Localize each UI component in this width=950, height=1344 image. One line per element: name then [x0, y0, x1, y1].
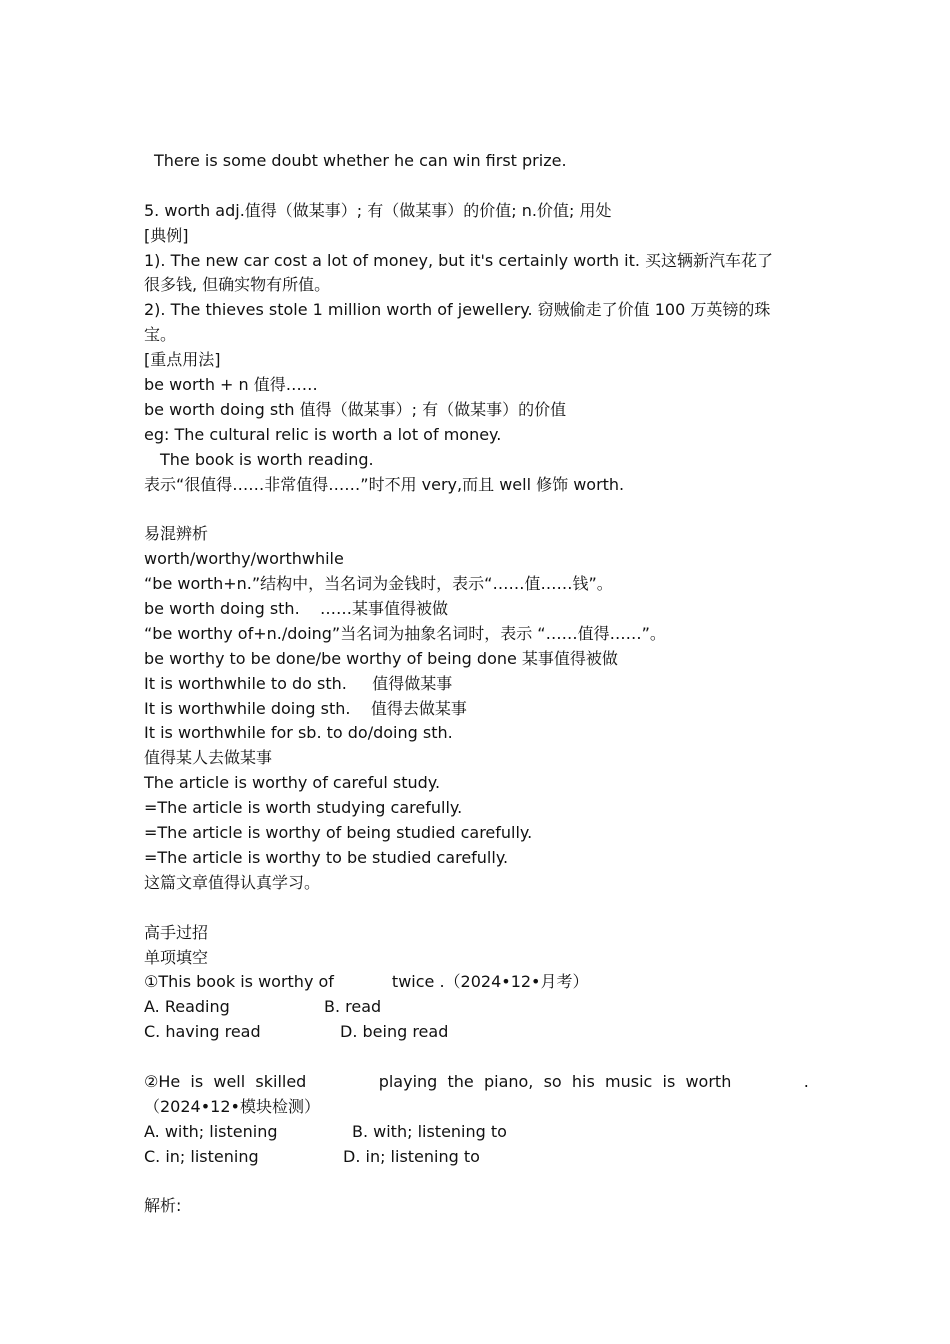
text-line: It is worthwhile to do sth. 值得做某事 [144, 673, 453, 693]
option-a: A. Reading [144, 997, 230, 1017]
text-line: 1). The new car cost a lot of money, but it's certainly worth it. 买这辆新汽车花了 [144, 250, 774, 270]
word: well [213, 1071, 246, 1091]
text-line: 表示“很值得……非常值得……”时不用 very,而且 well 修饰 worth. [144, 474, 625, 494]
options-row [144, 1020, 809, 1045]
text-line: =The article is worthy of being studied carefully. [144, 823, 533, 843]
word: ②He [144, 1071, 181, 1091]
text-line: be worthy to be done/be worthy of being done 某事值得被做 [144, 648, 618, 668]
options-row [144, 1120, 809, 1145]
word: the [447, 1071, 474, 1091]
document-page [144, 149, 809, 1219]
word: music [605, 1071, 653, 1091]
text-line: be worth doing sth 值得（做某事）; 有（做某事）的价值 [144, 399, 567, 419]
word: . [803, 1071, 809, 1091]
option-c: C. in; listening [144, 1146, 259, 1166]
text-line: “be worthy of+n./doing”当名词为抽象名词时，表示 “……值得……”。 [144, 623, 666, 643]
text-line: 值得某人去做某事 [144, 748, 273, 768]
option-b: B. read [324, 997, 382, 1017]
word: is [190, 1071, 204, 1091]
text-line: The article is worthy of careful study. [144, 773, 441, 793]
analysis-label: 解析: [144, 1196, 182, 1216]
option-d: D. being read [340, 1022, 449, 1042]
text-line: The book is worth reading. [160, 449, 374, 469]
text-line: 单项填空 [144, 947, 209, 967]
text-line: [重点用法] [144, 350, 221, 370]
text-line: be worth doing sth. ……某事值得被做 [144, 599, 448, 619]
text-line: worth/worthy/worthwhile [144, 549, 344, 569]
answer-blank [317, 1070, 369, 1095]
text-line: be worth + n 值得…… [144, 375, 318, 395]
answer-blank [742, 1070, 794, 1095]
text-line: 这篇文章值得认真学习。 [144, 872, 321, 892]
text-line: 宝。 [144, 325, 177, 345]
text-line: 很多钱, 但确实物有所值。 [144, 275, 331, 295]
option-c: C. having read [144, 1022, 261, 1042]
text-line: （2024•12•模块检测） [144, 1096, 320, 1116]
word: skilled [255, 1071, 307, 1091]
option-b: B. with; listening to [352, 1121, 507, 1141]
options-row [144, 995, 809, 1020]
text-line: 2). The thieves stole 1 million worth of jewellery. 窃贼偷走了价值 100 万英镑的珠 [144, 300, 771, 320]
text-line: “be worth+n.”结构中，当名词为金钱时，表示“……值……钱”。 [144, 574, 613, 594]
section-title: 易混辨析 [144, 524, 209, 544]
word: is [662, 1071, 676, 1091]
option-d: D. in; listening to [343, 1146, 480, 1166]
text-line: It is worthwhile for sb. to do/doing sth. [144, 723, 453, 743]
word: worth [685, 1071, 732, 1091]
word: so [543, 1071, 562, 1091]
text-line: There is some doubt whether he can win first prize. [154, 151, 567, 170]
word: playing [378, 1071, 438, 1091]
text-line: It is worthwhile doing sth. 值得去做某事 [144, 698, 467, 718]
question-2-stem [144, 1070, 809, 1095]
section-title: 高手过招 [144, 922, 209, 942]
text-line: =The article is worthy to be studied carefully. [144, 847, 509, 867]
text-line: eg: The cultural relic is worth a lot of money. [144, 424, 502, 444]
options-row [144, 1145, 809, 1170]
word: piano, [483, 1071, 534, 1091]
question-1-text: twice .（2024•12•月考） [391, 972, 589, 992]
question-1-text: ①This book is worthy of [144, 972, 334, 992]
section-heading: 5. worth adj.值得（做某事）; 有（做某事）的价值; n.价值; 用处 [144, 200, 612, 220]
word: his [571, 1071, 595, 1091]
question-1-stem [144, 970, 809, 995]
option-a: A. with; listening [144, 1121, 278, 1141]
text-line: [典例] [144, 225, 189, 245]
text-line: =The article is worth studying carefully. [144, 798, 463, 818]
